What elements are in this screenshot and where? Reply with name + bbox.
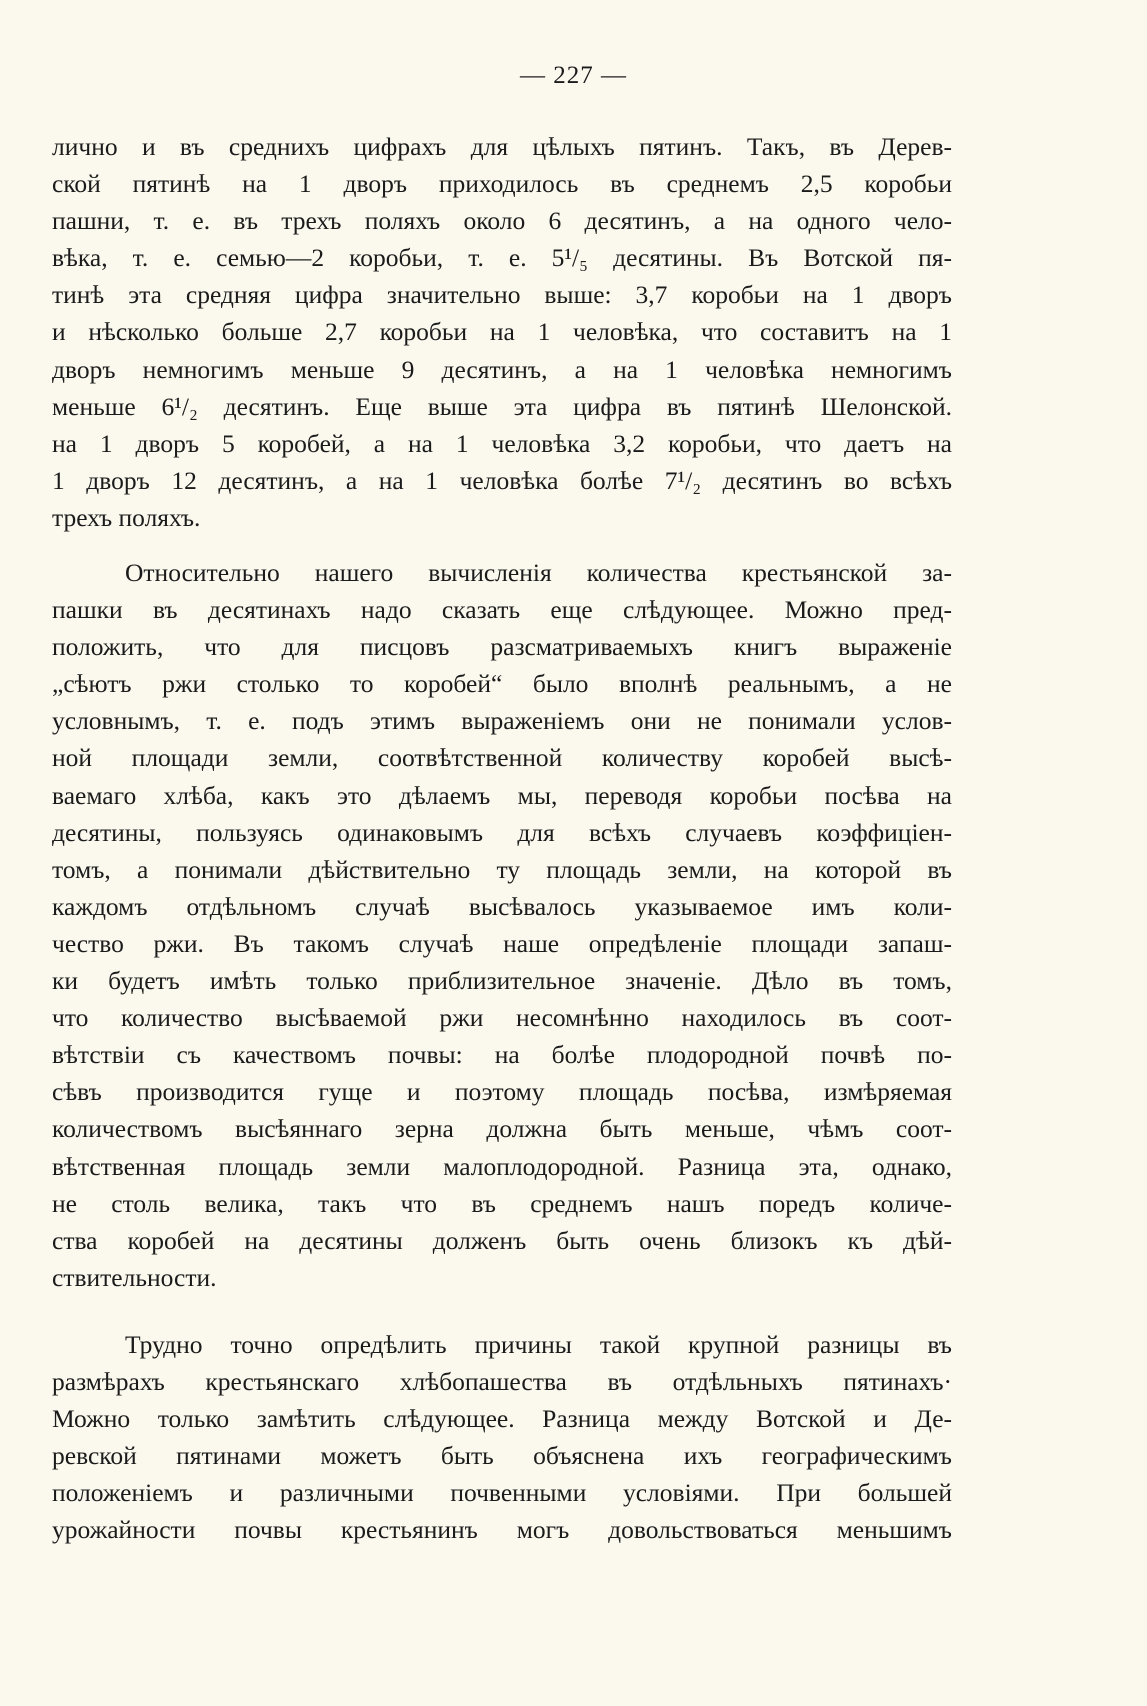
paragraph-2	[52, 554, 952, 1296]
paragraph-1	[52, 128, 952, 536]
page-number: — 227 —	[520, 62, 627, 89]
text-line: Можно только замѣтить слѣдующее. Разница между Вотской и Де-	[52, 1404, 952, 1434]
text-line: вѣка, т. е. семью—2 коробьи, т. е. 5¹/₅ десятины. Въ Вотской пя-	[52, 243, 952, 273]
text-line: трехъ поляхъ.	[52, 502, 201, 532]
text-line: ки будетъ имѣть только приблизительное значеніе. Дѣло въ томъ,	[52, 966, 952, 996]
text-line: „сѣютъ ржи столько то коробей“ было вполнѣ реальнымъ, а не	[52, 669, 952, 699]
text-line: сѣвъ производится гуще и поэтому площадь посѣва, измѣряемая	[52, 1077, 952, 1107]
text-line: положеніемъ и различными почвенными условіями. При большей	[52, 1478, 952, 1508]
text-line: лично и въ среднихъ цифрахъ для цѣлыхъ пятинъ. Такъ, въ Дерев-	[52, 132, 952, 161]
text-line: ствительности.	[52, 1262, 217, 1292]
text-line: томъ, а понимали дѣйствительно ту площадь земли, на которой въ	[52, 854, 952, 884]
text-line: чество ржи. Въ такомъ случаѣ наше опредѣленіе площади запаш-	[52, 928, 952, 958]
text-line: размѣрахъ крестьянскаго хлѣбопашества въ отдѣльныхъ пятинахъ·	[52, 1367, 952, 1397]
text-line: вѣтственная площадь земли малоплодородной. Разница эта, однако,	[52, 1151, 952, 1181]
text-line: тинѣ эта средняя цифра значительно выше: 3,7 коробьи на 1 дворъ	[52, 280, 952, 310]
text-line: вѣтствіи съ качествомъ почвы: на болѣе плодородной почвѣ по-	[52, 1040, 952, 1070]
text-line: пашки въ десятинахъ надо сказать еще слѣдующее. Можно пред-	[52, 595, 952, 625]
text-line: и нѣсколько больше 2,7 коробьи на 1 человѣка, что составитъ на 1	[52, 317, 952, 347]
text-line: что количество высѣваемой ржи несомнѣнно находилось въ соот-	[52, 1003, 952, 1033]
text-line: количествомъ высѣяннаго зерна должна быть меньше, чѣмъ соот-	[52, 1114, 952, 1144]
text-line: условнымъ, т. е. подъ этимъ выраженіемъ они не понимали услов-	[52, 706, 952, 736]
text-line: на 1 дворъ 5 коробей, а на 1 человѣка 3,2 коробьи, что даетъ на	[52, 428, 952, 458]
text-line: ревской пятинами можетъ быть объяснена ихъ географическимъ	[52, 1441, 952, 1471]
paragraph-3	[52, 1326, 952, 1549]
text-line: положить, что для писцовъ разсматриваемыхъ книгъ выраженіе	[52, 632, 952, 662]
text-line: не столь велика, такъ что въ среднемъ нашъ поредъ количе-	[52, 1188, 952, 1218]
text-line: дворъ немногимъ меньше 9 десятинъ, а на 1 человѣка немногимъ	[52, 354, 952, 384]
text-line: Трудно точно опредѣлить причины такой крупной разницы въ	[125, 1330, 952, 1359]
text-line: ваемаго хлѣба, какъ это дѣлаемъ мы, переводя коробьи посѣва на	[52, 780, 952, 810]
text-line: пашни, т. е. въ трехъ поляхъ около 6 десятинъ, а на одного чело-	[52, 206, 952, 236]
text-line: каждомъ отдѣльномъ случаѣ высѣвалось указываемое имъ коли-	[52, 891, 952, 921]
text-line: урожайности почвы крестьянинъ могъ довольствоваться меньшимъ	[52, 1515, 952, 1545]
text-line: десятины, пользуясь одинаковымъ для всѣхъ случаевъ коэффиціен-	[52, 817, 952, 847]
text-line: Относительно нашего вычисленія количества крестьянской за-	[125, 558, 952, 587]
text-line: ной площади земли, соотвѣтственной количеству коробей высѣ-	[52, 743, 952, 773]
text-line: меньше 6¹/₂ десятинъ. Еще выше эта цифра въ пятинѣ Шелонской.	[52, 391, 952, 421]
text-line: ства коробей на десятины долженъ быть очень близокъ къ дѣй-	[52, 1225, 952, 1255]
text-line: ской пятинѣ на 1 дворъ приходилось въ среднемъ 2,5 коробьи	[52, 169, 952, 199]
text-line: 1 дворъ 12 десятинъ, а на 1 человѣка болѣе 7¹/₂ десятинъ во всѣхъ	[52, 465, 952, 495]
